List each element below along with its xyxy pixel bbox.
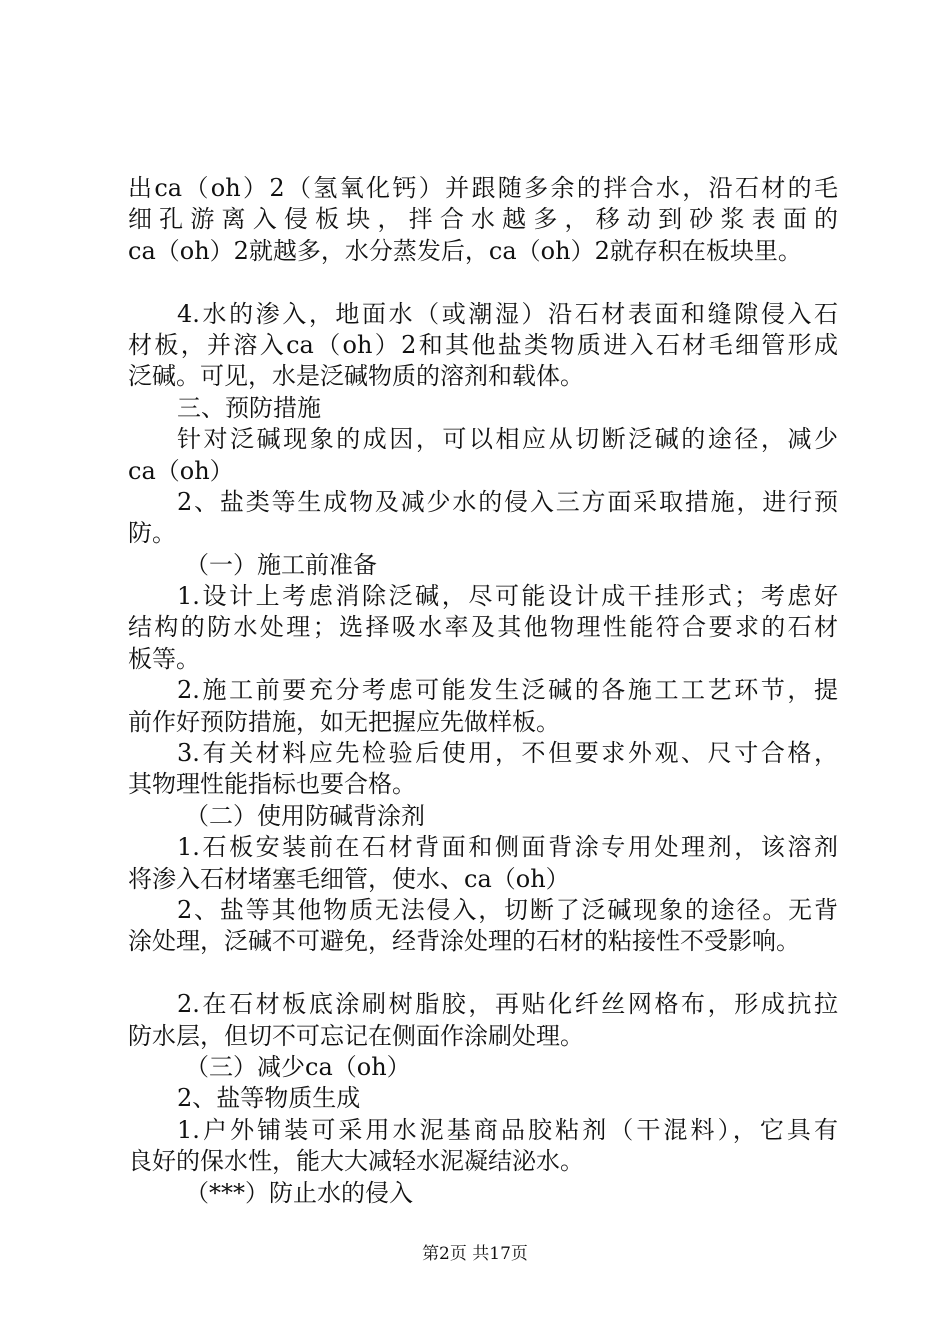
paragraph-line: 1.石板安装前在石材背面和侧面背涂专用处理剂，该溶剂 [177,833,838,862]
paragraph-line: 3.有关材料应先检验后使用，不但要求外观、尺寸合格， [177,739,838,768]
paragraph-line: ca（oh） [128,456,234,485]
subsection-heading: （一）施工前准备 [185,550,377,579]
subsection-heading: （***）防止水的侵入 [185,1178,413,1207]
paragraph-line: ca（oh）2就越多，水分蒸发后，ca（oh）2就存积在板块里。 [128,236,802,265]
paragraph-line: 良好的保水性，能大大减轻水泥凝结泌水。 [128,1147,584,1176]
paragraph-line: 2.施工前要充分考虑可能发生泛碱的各施工工艺环节，提 [177,676,838,705]
paragraph-line: 将渗入石材堵塞毛细管，使水、ca（oh） [128,864,570,893]
document-body [128,173,838,1209]
paragraph-line: 其物理性能指标也要合格。 [128,770,416,799]
paragraph-line: 2.在石材板底涂刷树脂胶，再贴化纤丝网格布，形成抗拉 [177,990,838,1019]
blank-line [128,267,838,298]
blank-line [128,958,838,989]
paragraph-line: 2、盐等物质生成 [177,1084,361,1113]
paragraph-line: 泛碱。可见，水是泛碱物质的溶剂和载体。 [128,362,584,391]
paragraph-line: 1.设计上考虑消除泛碱，尽可能设计成干挂形式；考虑好 [177,582,838,611]
paragraph-line: 2、盐类等生成物及减少水的侵入三方面采取措施，进行预 [177,487,838,516]
paragraph-line: 板等。 [128,644,200,673]
paragraph-line: 针对泛碱现象的成因，可以相应从切断泛碱的途径，减少 [177,425,838,454]
paragraph-line: 4.水的渗入，地面水（或潮湿）沿石材表面和缝隙侵入石 [177,299,838,328]
paragraph-line: 防。 [128,519,176,548]
subsection-heading: （三）减少ca（oh） [185,1052,411,1081]
paragraph-line: 涂处理，泛碱不可避免，经背涂处理的石材的粘接性不受影响。 [128,927,800,956]
paragraph-line: 细孔游离入侵板块，拌合水越多，移动到砂浆表面的 [128,205,838,234]
page-footer: 第2页 共17页 [422,1244,528,1264]
paragraph-line: 材板，并溶入ca（oh）2和其他盐类物质进入石材毛细管形成 [128,330,838,359]
subsection-heading: （二）使用防碱背涂剂 [185,801,425,830]
paragraph-line: 出ca（oh）2（氢氧化钙）并跟随多余的拌合水，沿石材的毛 [128,174,838,202]
paragraph-line: 1.户外铺装可采用水泥基商品胶粘剂（干混料），它具有 [177,1115,838,1144]
paragraph-line: 2、盐等其他物质无法侵入，切断了泛碱现象的途径。无背 [177,895,838,924]
paragraph-line: 结构的防水处理；选择吸水率及其他物理性能符合要求的石材 [128,613,838,642]
paragraph-line: 防水层，但切不可忘记在侧面作涂刷处理。 [128,1021,584,1050]
section-heading: 三、预防措施 [177,393,321,422]
paragraph-line: 前作好预防措施，如无把握应先做样板。 [128,707,560,736]
